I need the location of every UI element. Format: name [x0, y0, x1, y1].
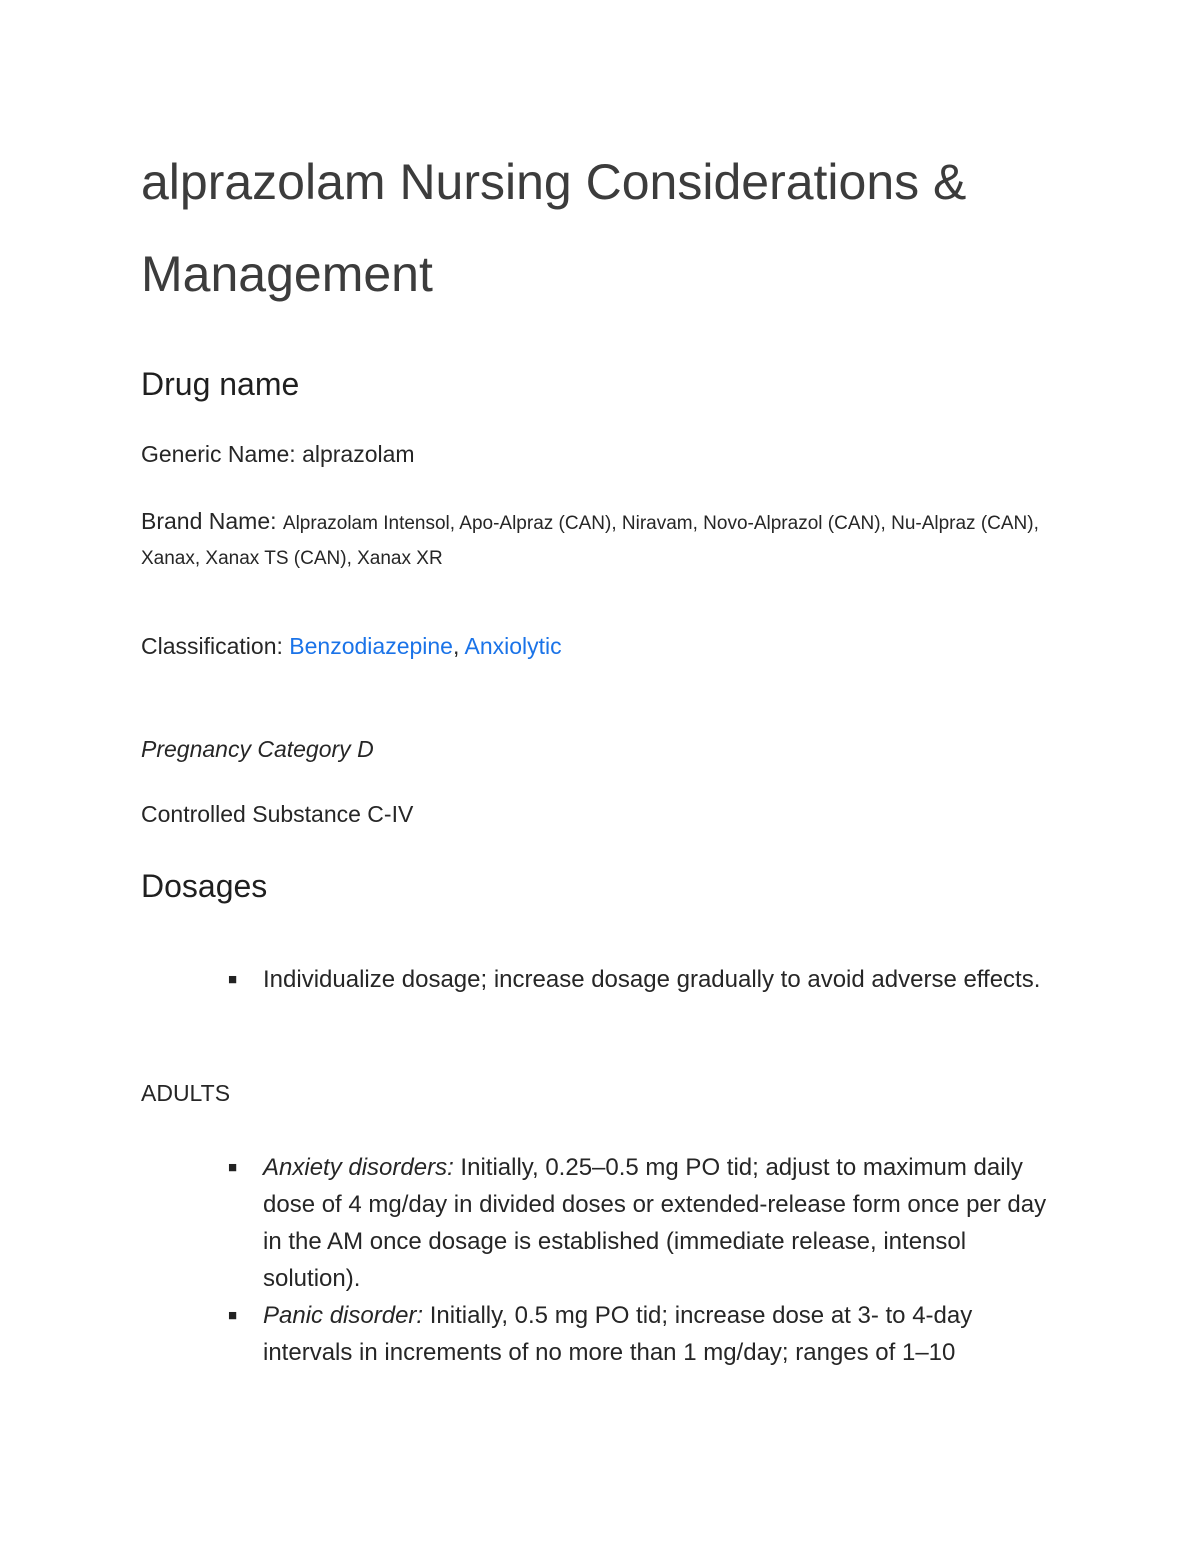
list-item [228, 961, 1058, 998]
brand-name-value: Alprazolam Intensol, Apo-Alpraz (CAN), Niravam, Novo-Alprazol (CAN), Nu-Alpraz (CAN), Xanax, Xanax TS (CAN), Xanax XR [141, 513, 1039, 569]
dosage-text: Initially, 0.25–0.5 mg PO tid; adjust to maximum daily dose of 4 mg/day in divided doses or extended-release form once per day in the AM once dosage is established (immediate release, intensol solution). [263, 1154, 1047, 1292]
controlled-substance: Controlled Substance C-IV [141, 801, 414, 827]
generic-name-label: Generic Name: [141, 441, 296, 467]
classification-separator: , [452, 633, 460, 659]
brand-name-line [141, 505, 1041, 575]
dosage-general-list [228, 961, 1058, 998]
dosages-heading: Dosages [141, 868, 268, 904]
generic-name-value: alprazolam [302, 441, 415, 467]
drug-name-heading: Drug name [141, 366, 300, 402]
classification-link-benzodiazepine[interactable]: Benzodiazepine [289, 633, 453, 659]
bullet-square-icon: ■ [228, 971, 238, 988]
adults-label: ADULTS [141, 1080, 231, 1106]
list-item [228, 1297, 1058, 1371]
brand-name-label: Brand Name: [141, 508, 277, 534]
classification-link-anxiolytic[interactable]: Anxiolytic [464, 633, 562, 659]
generic-name-line [141, 438, 415, 470]
bullet-square-icon: ■ [228, 1159, 238, 1176]
condition-term: Panic disorder: [263, 1302, 424, 1329]
page-title: alprazolam Nursing Considerations & Management [141, 154, 967, 302]
bullet-square-icon: ■ [228, 1307, 238, 1324]
adult-dosage-list [228, 1149, 1058, 1371]
list-item-text: Individualize dosage; increase dosage gradually to avoid adverse effects. [263, 966, 1041, 993]
pregnancy-category: Pregnancy Category D [141, 736, 374, 762]
dosage-text: Initially, 0.5 mg PO tid; increase dose at 3- to 4-day intervals in increments of no more than 1 mg/day; ranges of 1–10 [263, 1302, 973, 1366]
list-item [228, 1149, 1058, 1297]
classification-label: Classification: [141, 633, 283, 659]
classification-line [141, 630, 562, 662]
condition-term: Anxiety disorders: [263, 1154, 454, 1181]
